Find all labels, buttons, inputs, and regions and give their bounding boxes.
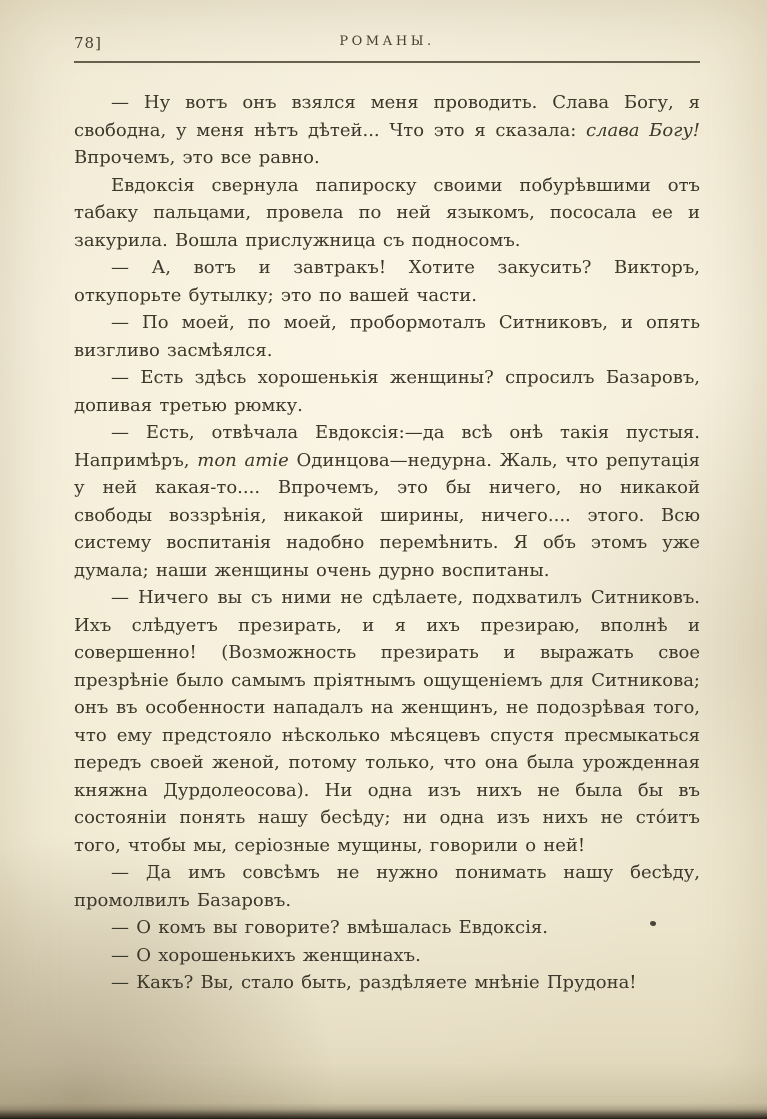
running-header: РОМАНЫ. xyxy=(339,34,435,49)
text-run: — А, вотъ и завтракъ! Хотите закусить? Викторъ, откупорьте бутылку; это по вашей части. xyxy=(74,257,700,306)
page-header xyxy=(74,34,700,52)
paragraph xyxy=(74,914,700,942)
paragraph xyxy=(74,254,700,309)
text-run: Впрочемъ, это все равно. xyxy=(74,147,320,168)
text-run: — О хорошенькихъ женщинахъ. xyxy=(111,944,421,966)
text-run: — По моей, по моей, пробормоталъ Ситниковъ, и опять визгливо засмѣялся. xyxy=(74,312,700,361)
header-rule xyxy=(74,61,700,63)
emphasis-text: mon amie xyxy=(197,449,289,471)
page-body xyxy=(74,89,700,997)
paragraph xyxy=(74,859,700,914)
paragraph xyxy=(74,969,700,997)
paragraph xyxy=(74,419,700,584)
text-run: — Да имъ совсѣмъ не нужно понимать нашу бесѣду, промолвилъ Базаровъ. xyxy=(74,862,700,911)
paragraph xyxy=(74,364,700,419)
text-run: — Какъ? Вы, стало быть, раздѣляете мнѣніе Прудона! xyxy=(111,972,637,993)
text-run: Евдоксія свернула папироску своими побурѣвшими отъ табаку пальцами, провела по ней языкомъ, пососала ее и закурила. Вошла прислужница съ подносомъ. xyxy=(74,174,700,251)
text-run: Одинцова—недурна. Жаль, что репутація у ней какая-то.... Впрочемъ, это бы ничего, но никакой свободы воззрѣнія, никакой ширины, ничего.... этого. Всю систему воспитанія надобно перемѣнить. Я объ этомъ уже думала; наши женщины очень дурно воспитаны. xyxy=(74,449,701,581)
text-run: — Ничего вы съ ними не сдѣлаете, подхватилъ Ситниковъ. Ихъ слѣдуетъ презирать, и я ихъ презираю, вполнѣ и совершенно! (Возможность презирать и выражать свое презрѣніе было самымъ пріятнымъ ощущеніемъ для Ситникова; онъ въ особенности нападалъ на женщинъ, не подозрѣвая того, что ему предстояло нѣсколько мѣсяцевъ спустя пресмыкаться передъ своей женой, потому только, что она была урожденная княжна Дурдолеосова). Ни одна изъ нихъ не была бы въ состояніи понять нашу бесѣду; ни одна изъ нихъ не сто́итъ того, чтобы мы, серіозные мущины, говорили о ней! xyxy=(74,587,700,856)
page-number: 78] xyxy=(74,34,102,52)
paragraph xyxy=(74,172,700,255)
text-run: — Есть, отвѣчала Евдоксія:—да всѣ онѣ такія пустыя. Напримѣръ, xyxy=(74,422,700,471)
paragraph xyxy=(74,89,700,172)
text-run: — О комъ вы говорите? вмѣшалась Евдоксія. xyxy=(111,917,548,938)
paragraph xyxy=(74,309,700,364)
text-run: — Есть здѣсь хорошенькія женщины? спросилъ Базаровъ, допивая третью рюмку. xyxy=(74,367,700,416)
paragraph xyxy=(74,942,700,970)
emphasis-text: слава Богу! xyxy=(585,119,700,141)
paragraph xyxy=(74,584,700,859)
text-run: — Ну вотъ онъ взялся меня проводить. Слава Богу, я свободна, у меня нѣтъ дѣтей... Что это я сказала: xyxy=(74,92,700,141)
